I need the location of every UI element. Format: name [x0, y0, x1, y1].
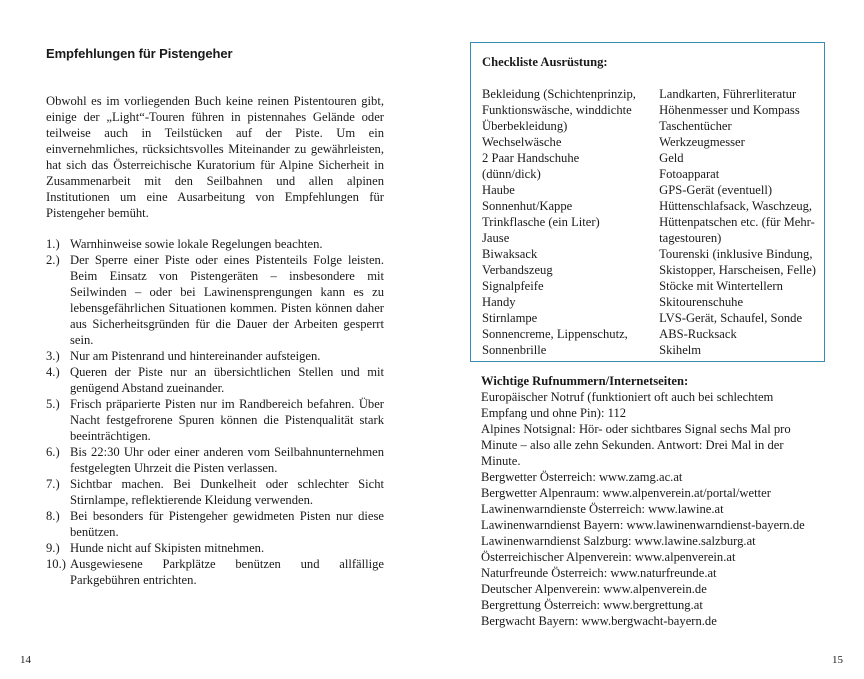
contact-line: Minute – also alle zehn Sekunden. Antwort: Drei Mal in der: [481, 438, 784, 452]
rule-item: [46, 556, 384, 588]
contact-line: Minute.: [481, 454, 521, 468]
page-number-left: 14: [20, 654, 31, 666]
checklist-line: Skihelm: [659, 343, 702, 357]
intro-paragraph: Obwohl es im vorliegenden Buch keine reinen Pistentouren gibt, einige der „Light“-Touren führen in pistennahes Gelände oder teilweise auch in Teilstücken auf der Piste. Um ein einvernehmliches, rücksichtsvolles Miteinander zu gewährleisten, hat sich das Österreichische Kuratorium für Alpine Sicherheit in Zusammenarbeit mit den Seilbahnen und allen alpinen Institutionen um eine Ausarbeitung von Empfehlungen für Pistengeher bemüht.: [46, 94, 384, 220]
contact-line: Bergwacht Bayern: www.bergwacht-bayern.de: [481, 614, 717, 628]
checklist-line: LVS-Gerät, Schaufel, Sonde: [659, 311, 803, 325]
checklist-line: Biwaksack: [482, 247, 538, 261]
rule-text: Queren der Piste nur an übersichtlichen Stellen und mit genügend Abstand zueinander.: [70, 365, 384, 395]
checklist-line: Werkzeugmesser: [659, 135, 745, 149]
contacts-title: Wichtige Rufnummern/Internetseiten:: [481, 374, 689, 388]
rule-text: Bei besonders für Pistengeher gewidmeten Pisten nur diese benützen.: [70, 509, 384, 539]
contact-line: Alpines Notsignal: Hör- oder sichtbares Signal sechs Mal pro: [481, 422, 791, 436]
left-page: [46, 46, 384, 588]
contact-line: Lawinenwarndienst Bayern: www.lawinenwarndienst-bayern.de: [481, 518, 805, 532]
checklist-right-column: [659, 86, 816, 358]
checklist-left-column: [482, 86, 659, 358]
rule-item: [46, 236, 384, 252]
checklist-line: Verbandszeug: [482, 263, 553, 277]
rules-list: [46, 236, 384, 588]
rule-item: [46, 476, 384, 508]
contact-line: Bergwetter Österreich: www.zamg.ac.at: [481, 470, 683, 484]
checklist-line: (dünn/dick): [482, 167, 541, 181]
contact-line: Österreichischer Alpenverein: www.alpenverein.at: [481, 550, 736, 564]
contact-line: Naturfreunde Österreich: www.naturfreunde.at: [481, 566, 717, 580]
rule-item: [46, 364, 384, 396]
rule-item: [46, 348, 384, 364]
checklist-line: Sonnenhut/Kappe: [482, 199, 573, 213]
rule-number: 3.): [46, 349, 60, 363]
rule-item: [46, 444, 384, 476]
checklist-line: Haube: [482, 183, 515, 197]
checklist-line: 2 Paar Handschuhe: [482, 151, 580, 165]
rule-text: Ausgewiesene Parkplätze benützen und allfällige Parkgebühren entrichten.: [70, 557, 384, 587]
rule-item: [46, 252, 384, 348]
checklist-line: Taschentücher: [659, 119, 732, 133]
checklist-line: Trinkflasche (ein Liter): [482, 215, 600, 229]
rule-number: 1.): [46, 237, 60, 251]
checklist-line: Hüttenschlafsack, Waschzeug,: [659, 199, 813, 213]
rule-number: 2.): [46, 253, 60, 267]
checklist-line: Stirnlampe: [482, 311, 538, 325]
page-number-right: 15: [832, 654, 843, 666]
contact-line: Bergrettung Österreich: www.bergrettung.at: [481, 598, 703, 612]
checklist-line: Jause: [482, 231, 510, 245]
checklist-line: Hüttenpatschen etc. (für Mehr-: [659, 215, 815, 229]
contact-line: Deutscher Alpenverein: www.alpenverein.de: [481, 582, 707, 596]
rule-text: Der Sperre einer Piste oder eines Pistenteils Folge leisten. Beim Einsatz von Pistengeräten – insbesondere mit Seilwinden – oder bei Lawinensprengungen kann es zu lebensgefährlichen Situationen kommen. Pisten können daher aus Sicherheitsgründen für die Dauer der Arbeiten gesperrt sein.: [70, 253, 384, 347]
checklist-line: Höhenmesser und Kompass: [659, 103, 800, 117]
rule-number: 4.): [46, 365, 60, 379]
contact-line: Bergwetter Alpenraum: www.alpenverein.at/portal/wetter: [481, 486, 771, 500]
checklist-line: Bekleidung (Schichtenprinzip,: [482, 87, 636, 101]
checklist-line: Überbekleidung): [482, 119, 568, 133]
section-heading: Empfehlungen für Pistengeher: [46, 46, 233, 61]
rule-number: 7.): [46, 477, 60, 491]
checklist-line: Geld: [659, 151, 684, 165]
contact-line: Lawinenwarndienste Österreich: www.lawine.at: [481, 502, 724, 516]
rule-number: 6.): [46, 445, 60, 459]
rule-text: Bis 22:30 Uhr oder einer anderen vom Seilbahnunternehmen festgelegten Uhrzeit die Pisten verlassen.: [70, 445, 384, 475]
checklist-line: Stöcke mit Wintertellern: [659, 279, 783, 293]
checklist-line: Fotoapparat: [659, 167, 720, 181]
checklist-line: tagestouren): [659, 231, 722, 245]
rule-number: 8.): [46, 509, 60, 523]
rule-item: [46, 540, 384, 556]
checklist-columns: [482, 86, 816, 358]
rule-text: Sichtbar machen. Bei Dunkelheit oder schlechter Sicht Stirnlampe, reflektierende Kleidung verwenden.: [70, 477, 384, 507]
rule-text: Hunde nicht auf Skipisten mitnehmen.: [70, 541, 265, 555]
rule-number: 10.): [46, 557, 66, 571]
rule-item: [46, 396, 384, 444]
checklist-title: Checkliste Ausrüstung:: [482, 55, 608, 69]
checklist-line: Landkarten, Führerliteratur: [659, 87, 797, 101]
checklist-line: Skitourenschuhe: [659, 295, 744, 309]
rule-number: 5.): [46, 397, 60, 411]
checklist-line: Skistopper, Harscheisen, Felle): [659, 263, 816, 277]
checklist-line: Sonnenbrille: [482, 343, 547, 357]
checklist-line: Tourenski (inklusive Bindung,: [659, 247, 813, 261]
contact-line: Lawinenwarndienst Salzburg: www.lawine.salzburg.at: [481, 534, 756, 548]
rule-text: Warnhinweise sowie lokale Regelungen beachten.: [70, 237, 323, 251]
checklist-line: ABS-Rucksack: [659, 327, 737, 341]
contact-line: Empfang und ohne Pin): 112: [481, 406, 627, 420]
checklist-line: Funktionswäsche, winddichte: [482, 103, 632, 117]
rule-item: [46, 508, 384, 540]
checklist-line: Sonnencreme, Lippenschutz,: [482, 327, 628, 341]
contact-line: Europäischer Notruf (funktioniert oft auch bei schlechtem: [481, 390, 774, 404]
checklist-line: Handy: [482, 295, 516, 309]
rule-text: Frisch präparierte Pisten nur im Randbereich befahren. Über Nacht festgefrorene Spuren können die Pistenqualität stark beeinträchtigen.: [70, 397, 384, 443]
rule-number: 9.): [46, 541, 60, 555]
contacts-section: [481, 373, 826, 629]
checklist-line: Signalpfeife: [482, 279, 544, 293]
rule-text: Nur am Pistenrand und hintereinander aufsteigen.: [70, 349, 321, 363]
checklist-line: GPS-Gerät (eventuell): [659, 183, 773, 197]
checklist-line: Wechselwäsche: [482, 135, 562, 149]
checklist-box: [470, 42, 825, 362]
